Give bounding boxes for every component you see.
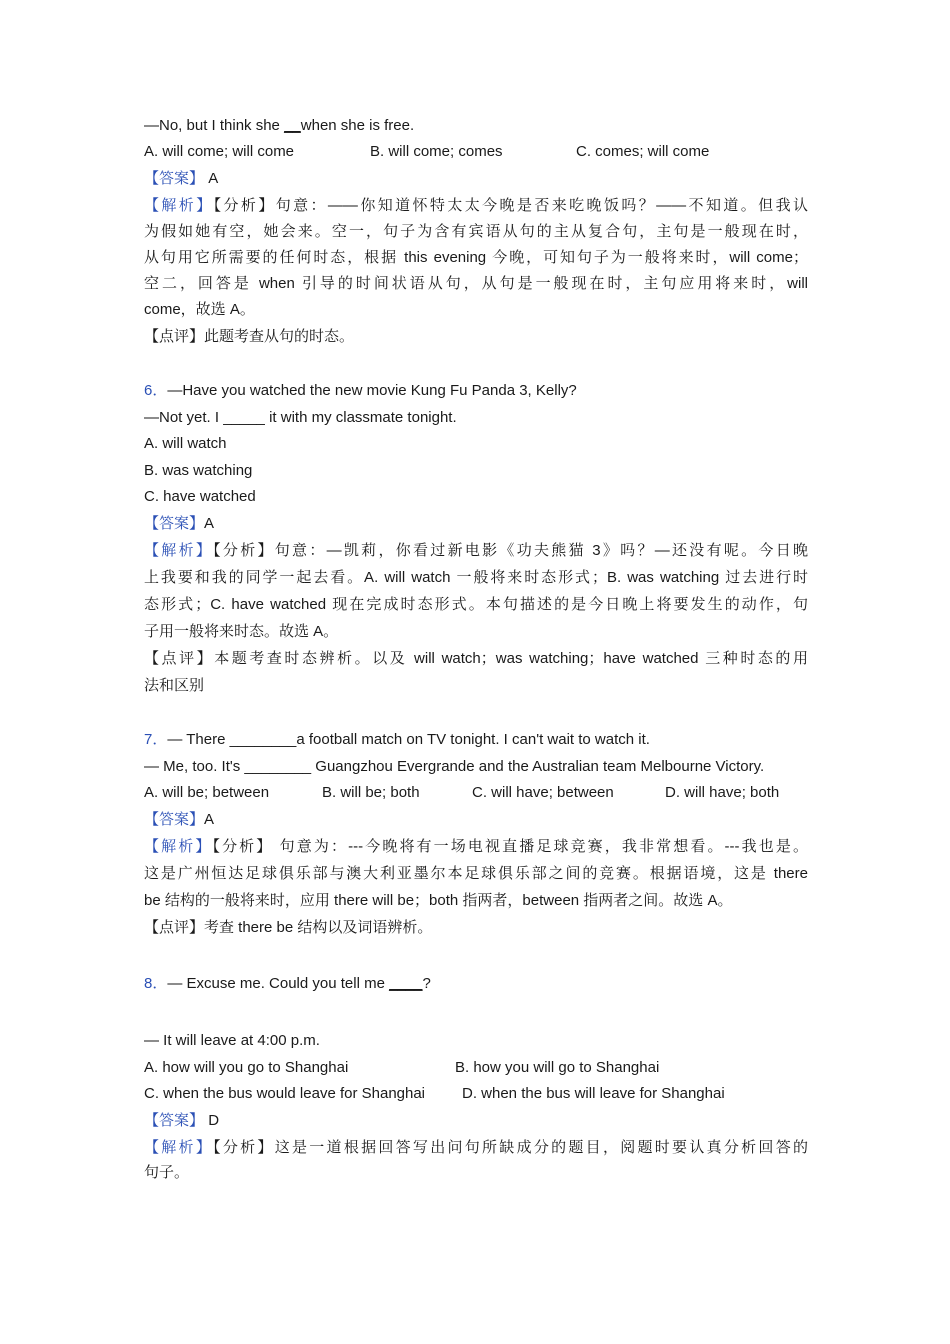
answer-tag: 【答案】 [144,515,205,532]
q6-option-a: A. will watch [144,435,227,452]
q5-answer-value: A [208,170,219,187]
q7-option-d: D. will have; both [665,784,780,801]
q7-analysis-line-3: be 结构的一般将来时，应用 there will be；both 指两者，between 指两者之间。故选 A。 [144,892,733,909]
q5-option-a: A. will come; will come [144,143,295,160]
q5-dialog [144,116,808,136]
q6-analysis-line-3: 态形式；C. have watched 现在完成时态形式。本句描述的是今日晚上将要发生的动作，句 [144,596,808,613]
q5-answer [144,169,808,189]
q5-option-c: C. comes; will come [576,143,710,160]
q5-analysis-line-1 [144,196,808,216]
q6-line-2: —Not yet. I _____ it with my classmate tonight. [144,409,457,426]
q5-analysis-line-4: 空二，回答是 when 引导的时间状语从句，从句是一般现在时，主句应用将来时，will [144,275,808,292]
q7-analysis-text-1: 【分析】 句意为：---今晚将有一场电视直播足球竞赛，我非常想看。---我也是。 [212,838,808,855]
q5-blank: __ [284,117,301,134]
q7-option-a: A. will be; between [144,784,270,801]
q6-analysis-line-2: 上我要和我的同学一起去看。A. will watch 一般将来时态形式；B. was watching 过去进行时 [144,569,808,586]
q8-number: 8． [144,975,168,992]
q8-option-c: C. when the bus would leave for Shanghai [144,1085,426,1102]
analysis-tag: 【解析】 [144,838,213,855]
analysis-tag: 【解析】 [144,542,214,559]
q8-analysis-line-1 [144,1138,808,1158]
q7-option-b: B. will be; both [322,784,420,801]
q7-answer-value: A [204,811,215,828]
answer-tag: 【答案】 [144,811,205,828]
q7-question [144,730,808,750]
analysis-tag: 【解析】 [144,1139,214,1156]
q7-option-c: C. will have; between [472,784,614,801]
q7-analysis-line-1 [144,837,808,857]
q8-analysis-text-1: 【分析】这是一道根据回答写出问句所缺成分的题目，阅题时要认真分析回答的 [213,1139,808,1156]
q6-analysis-line-4: 子用一般将来时态。故选 A。 [144,623,339,640]
q5-dialog-text: —No, but I think she [144,117,285,134]
q8-option-d: D. when the bus will leave for Shanghai [462,1085,725,1102]
q5-analysis-line-3: 从句用它所需要的任何时态，根据 this evening 今晚，可知句子为一般将来时，will come； [144,249,808,266]
q8-answer [144,1111,808,1131]
q6-comment-line-2: 法和区别 [144,677,205,694]
q8-answer-value: D [208,1112,220,1129]
q7-comment: 【点评】考查 there be 结构以及词语辨析。 [144,919,433,936]
q7-question-text: — There ________a football match on TV tonight. I can't wait to watch it. [167,731,650,748]
q8-question-text: — Excuse me. Could you tell me [167,975,390,992]
q7-number: 7． [144,731,168,748]
q5-dialog-tail: when she is free. [300,117,415,134]
q5-option-b: B. will come; comes [370,143,503,160]
q5-analysis-line-5: come，故选 A。 [144,301,255,318]
q8-line-2: — It will leave at 4:00 p.m. [144,1032,320,1049]
q6-option-b: B. was watching [144,462,253,479]
q8-option-b: B. how you will go to Shanghai [455,1059,660,1076]
q6-question-text: —Have you watched the new movie Kung Fu Panda 3, Kelly? [167,382,577,399]
q8-option-a: A. how will you go to Shanghai [144,1059,349,1076]
q6-option-c: C. have watched [144,488,256,505]
q6-analysis-line-1 [144,541,808,561]
answer-tag: 【答案】 [144,1112,205,1129]
answer-tag: 【答案】 [144,170,205,187]
q6-comment-line-1: 【点评】本题考查时态辨析。以及 will watch；was watching；have watched 三种时态的用 [144,650,808,667]
q6-answer [144,514,808,534]
q7-line-2: — Me, too. It's ________ Guangzhou Evergrande and the Australian team Melbourne Victory. [144,758,765,775]
q5-analysis-text-1: 【分析】句意：——你知道怀特太太今晚是否来吃晚饭吗？——不知道。但我认 [213,197,808,214]
q7-analysis-line-2: 这是广州恒达足球俱乐部与澳大利亚墨尔本足球俱乐部之间的竞赛。根据语境，这是 there [144,865,808,882]
q8-blank: ____ [389,975,423,992]
q8-question [144,974,808,994]
q5-comment: 【点评】此题考查从句的时态。 [144,328,355,345]
q5-analysis-line-2: 为假如她有空，她会来。空一，句子为含有宾语从句的主从复合句，主句是一般现在时， [144,223,808,240]
q7-answer [144,810,808,830]
analysis-tag: 【解析】 [144,197,214,214]
q6-number: 6． [144,382,168,399]
q8-question-end: ? [422,975,431,992]
q6-answer-value: A [204,515,215,532]
q6-question [144,381,808,401]
q8-analysis-line-2: 句子。 [144,1164,190,1181]
q6-analysis-text-1: 【分析】句意：—凯莉，你看过新电影《功夫熊猫 3》吗？—还没有呢。今日晚 [213,542,808,559]
